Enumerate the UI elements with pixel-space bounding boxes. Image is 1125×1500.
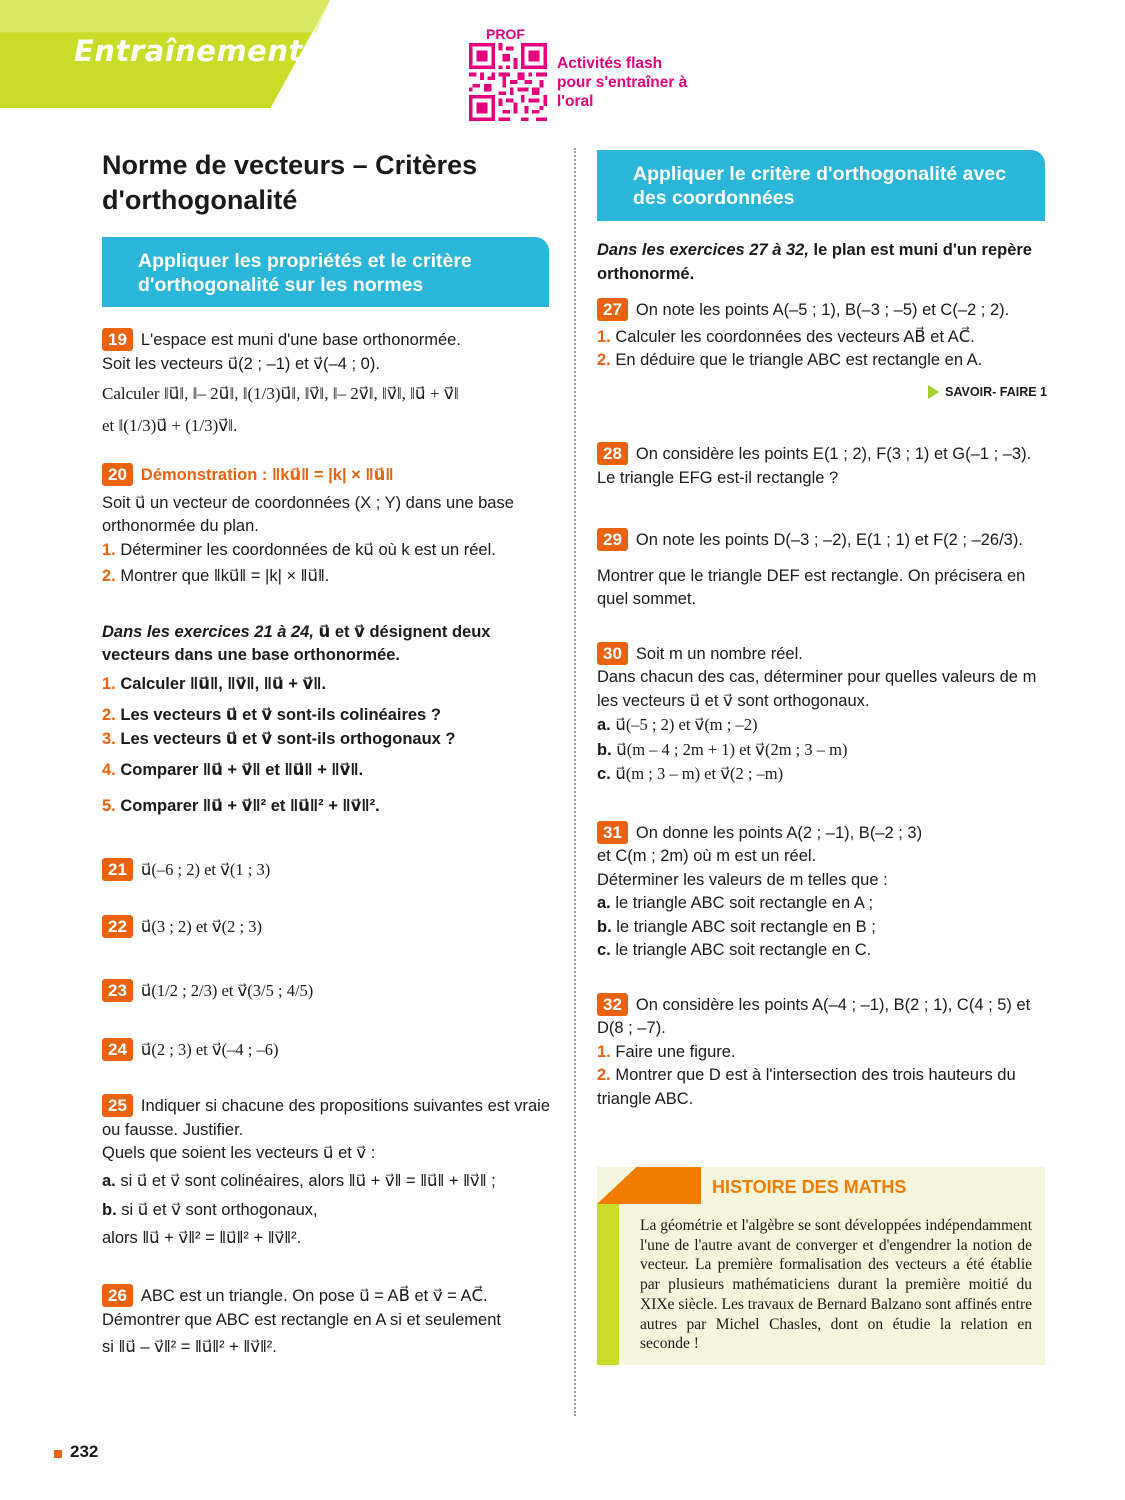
history-title: HISTOIRE DES MATHS bbox=[712, 1177, 907, 1197]
section-header-coordinates: Appliquer le critère d'orthogonalité avec des coordonnées bbox=[597, 150, 1045, 221]
exercise-30: 30 Soit m un nombre réel. Dans chacun des cas, déterminer pour quelles valeurs de m les vecteurs u⃗ et v⃗ sont orthogonaux. a. u⃗(–5 ; 2) et v⃗(m ; –2) b. u⃗(m – 4 ; 2m + 1) et v⃗(2m ; 3 – m) c. u⃗(m ; 3 – m) et v⃗(2 ; –m) bbox=[597, 643, 1037, 783]
left-column bbox=[102, 328, 552, 1360]
exercise-23: 23 u⃗(1/2 ; 2/3) et v⃗(3/5 ; 4/5) bbox=[102, 979, 552, 1004]
exercise-27: 27 On note les points A(–5 ; 1), B(–3 ; –5) et C(–2 ; 2). 1. Calculer les coordonnées des vecteurs AB⃗ et AC⃗. 2. En déduire que le triangle ABC est rectangle en A. SAVOIR- FAIRE 1 bbox=[597, 298, 1047, 404]
header-title: Entraînement bbox=[74, 34, 303, 68]
exercise-28: 28 On considère les points E(1 ; 2), F(3 ; 1) et G(–1 ; –3). Le triangle EFG est-il rectangle ? bbox=[597, 444, 1032, 487]
exercise-22: 22 u⃗(3 ; 2) et v⃗(2 ; 3) bbox=[102, 915, 552, 940]
history-box-strip bbox=[597, 1204, 619, 1365]
exercise-26: 26 ABC est un triangle. On pose u⃗ = AB⃗ et v⃗ = AC⃗. Démontrer que ABC est rectangle en A si et seulement si ‖u⃗ – v⃗‖² = ‖u⃗‖² + ‖v⃗‖². bbox=[102, 1286, 501, 1356]
instructions-27-32: Dans les exercices 27 à 32, le plan est muni d'un repère orthonormé. bbox=[597, 241, 1032, 283]
exercise-number: 19 bbox=[102, 328, 133, 351]
prof-label: PROF bbox=[486, 26, 525, 42]
right-column bbox=[597, 239, 1047, 1111]
exercise-19: 19 L'espace est muni d'une base orthonormée. Soit les vecteurs u⃗(2 ; –1) et v⃗(–4 ; 0). Calculer ‖u⃗‖, ‖– 2u⃗‖, ‖(1/3)u⃗‖, ‖v⃗‖, ‖– 2v⃗‖, ‖v⃗‖, ‖u⃗ + v⃗‖ et ‖(1/3)u⃗ + (1/3)v⃗‖. bbox=[102, 330, 461, 435]
exercise-31: 31 On donne les points A(2 ; –1), B(–2 ; 3) et C(m ; 2m) où m est un réel. Déterminer les valeurs de m telles que : a. le triangle ABC soit rectangle en A ; b. le triangle ABC soit rectangle en B ; c. le triangle ABC soit rectangle en C. bbox=[597, 822, 923, 959]
instructions-21-24: Dans les exercices 21 à 24, u⃗ et v⃗ désignent deux vecteurs dans une base orthonormée. 1. Calculer ‖u⃗‖, ‖v⃗‖, ‖u⃗ + v⃗‖. 2. Les vecteurs u⃗ et v⃗ sont-ils colinéaires ? 3. Les vecteurs u⃗ et v⃗ sont-ils orthogonaux ? 4. Comparer ‖u⃗ + v⃗‖ et ‖u⃗‖ + ‖v⃗‖. 5. Comparer ‖u⃗ + v⃗‖² et ‖u⃗‖² + ‖v⃗‖². bbox=[102, 622, 491, 815]
exercise-32: 32 On considère les points A(–4 ; –1), B(2 ; 1), C(4 ; 5) et D(8 ; –7). 1. Faire une figure. 2. Montrer que D est à l'intersection des trois hauteurs du triangle ABC. bbox=[597, 994, 1031, 1108]
qr-code-icon[interactable] bbox=[469, 43, 547, 121]
exercise-25: 25 Indiquer si chacune des propositions suivantes est vraie ou fausse. Justifier. Quels que soient les vecteurs u⃗ et v⃗ : a. si u⃗ et v⃗ sont colinéaires, alors ‖u⃗ + v⃗‖ = ‖u⃗‖ + ‖v⃗‖ ; b. si u⃗ et v⃗ sont orthogonaux, alors ‖u⃗ + v⃗‖² = ‖u⃗‖² + ‖v⃗‖². bbox=[102, 1096, 550, 1247]
page-number-marker bbox=[54, 1450, 62, 1458]
exercise-24: 24 u⃗(2 ; 3) et v⃗(–4 ; –6) bbox=[102, 1038, 552, 1063]
exercise-20: 20 Démonstration : ‖ku⃗‖ = |k| × ‖u⃗‖ Soit u⃗ un vecteur de coordonnées (X ; Y) dans une base orthonormée du plan. 1. Déterminer les coordonnées de ku⃗ où k est un réel. 2. Montrer que ‖ku⃗‖ = |k| × ‖u⃗‖. bbox=[102, 465, 514, 585]
page-number: 232 bbox=[70, 1442, 99, 1461]
exercise-number: 20 bbox=[102, 463, 133, 486]
column-divider bbox=[574, 148, 576, 1416]
history-text: La géométrie et l'algèbre se sont développées indépendamment l'une de l'autre avant de converger et d'engendrer la notion de vecteur. La première formalisation des vecteurs a été établie par plusieurs mathématiciens durant la première moitié du XIXe siècle. Les travaux de Bernard Balzano sont affinés entre autres par Michel Chasles, dont on étudie la relation en seconde ! bbox=[640, 1217, 1032, 1353]
section-header-norms: Appliquer les propriétés et le critère d'orthogonalité sur les normes bbox=[102, 237, 549, 307]
savoir-faire-link[interactable]: SAVOIR- FAIRE 1 bbox=[597, 381, 1047, 405]
exercise-21: 21 u⃗(–6 ; 2) et v⃗(1 ; 3) bbox=[102, 858, 552, 883]
flash-activities-text[interactable]: Activités flash pour s'entraîner à l'oral bbox=[557, 55, 688, 110]
triangle-play-icon bbox=[928, 385, 939, 399]
exercise-29: 29 On note les points D(–3 ; –2), E(1 ; 1) et F(2 ; –26/3). Montrer que le triangle DEF est rectangle. On précisera en quel sommet. bbox=[597, 530, 1026, 608]
page-title: Norme de vecteurs – Critères d'orthogonalité bbox=[102, 150, 478, 215]
